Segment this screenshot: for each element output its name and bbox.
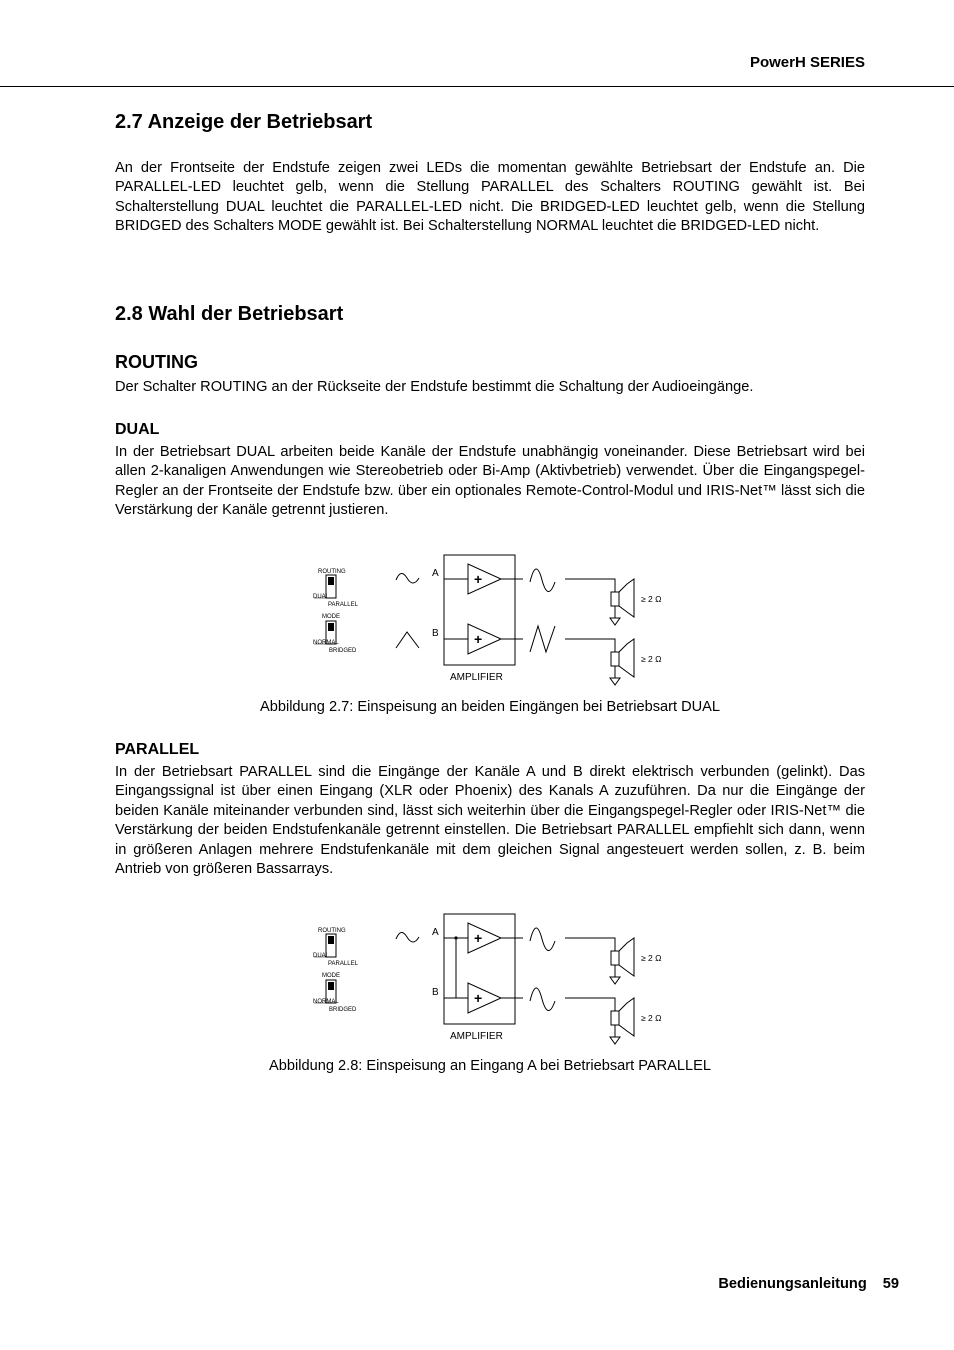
routing-heading: ROUTING bbox=[115, 352, 198, 372]
svg-text:+: + bbox=[474, 990, 483, 1006]
footer bbox=[718, 1276, 899, 1292]
fig2-impedance-a: ≥ 2 Ω bbox=[641, 953, 662, 963]
fig2-label-dual: DUAL bbox=[313, 953, 330, 959]
fig1-label-normal: NORMAL bbox=[313, 640, 339, 646]
fig1-triangle-input-b bbox=[396, 632, 419, 648]
fig2-label-a: A bbox=[432, 927, 439, 938]
footer-label: Bedienungsanleitung bbox=[718, 1276, 867, 1292]
fig1-label-mode: MODE bbox=[322, 614, 340, 620]
parallel-text: In der Betriebsart PARALLEL sind die Eingänge der Kanäle A und B direkt elektrisch verbunden (gelinkt). Das Eingangssignal ist über einen Eingang (XLR oder Phoenix) des Kanals A zuzuführen. Da nur die Eingänge der beiden Kanäle miteinander verbunden sind, lässt sich weiterhin über die Eingangspegel-Regler oder IRIS-Net™ die Verstärkung der beiden Endstufenkanäle getrennt einstellen. Die Betriebsart PARALLEL empfiehlt sich dann, wenn in größeren Anlagen mehrere Endstufenkanäle mit dem gleichen Signal angesteuert werden sollen, z. B. beim Antrieb von größeren Bassarrays. bbox=[115, 764, 865, 878]
fig1-triangle-output-b bbox=[530, 626, 555, 652]
figure-parallel-diagram bbox=[310, 911, 670, 1046]
svg-text:+: + bbox=[474, 571, 483, 587]
fig2-label-routing: ROUTING bbox=[318, 928, 346, 934]
fig1-label-routing: ROUTING bbox=[318, 569, 346, 575]
fig2-impedance-b: ≥ 2 Ω bbox=[641, 1013, 662, 1023]
fig2-label-mode: MODE bbox=[322, 973, 340, 979]
fig2-label-normal: NORMAL bbox=[313, 999, 339, 1005]
svg-text:+: + bbox=[474, 930, 483, 946]
figure-2-8-caption: Abbildung 2.8: Einspeisung an Eingang A bei Betriebsart PARALLEL bbox=[269, 1058, 711, 1074]
fig1-label-dual: DUAL bbox=[313, 594, 330, 600]
figure-2-7-caption: Abbildung 2.7: Einspeisung an beiden Eingängen bei Betriebsart DUAL bbox=[259, 699, 721, 715]
fig1-speaker-a bbox=[611, 592, 619, 606]
fig1-label-a: A bbox=[432, 568, 439, 579]
fig2-sine-input-a bbox=[396, 932, 419, 942]
dual-text: In der Betriebsart DUAL arbeiten beide Kanäle der Endstufe unabhängig voneinander. Diese Betriebsart wird bei allen 2-kanaligen Anwendungen wie Stereobetrieb oder Bi-Amp (Aktivbetrieb) verwendet. Über die Eingangspegel-Regler an der Frontseite der Endstufe bzw. über ein optionales Remote-Control-Modul und IRIS-Net™ lässt sich die Verstärkung der Kanäle getrennt justieren. bbox=[115, 444, 865, 519]
fig2-amp-triangle-b bbox=[468, 983, 501, 1013]
svg-text:+: + bbox=[474, 631, 483, 647]
fig2-sine-output-b bbox=[530, 988, 555, 1011]
fig1-label-amplifier: AMPLIFIER bbox=[450, 672, 503, 683]
section-2-8-title: 2.8 Wahl der Betriebsart bbox=[115, 303, 344, 325]
fig2-speaker-b bbox=[611, 1011, 619, 1025]
routing-text: Der Schalter ROUTING an der Rückseite der Endstufe bestimmt die Schaltung der Audioeingänge. bbox=[115, 379, 754, 395]
header-series: PowerH SERIES bbox=[749, 54, 865, 71]
parallel-heading: PARALLEL bbox=[115, 741, 200, 758]
figure-dual-diagram bbox=[310, 552, 670, 687]
fig2-label-bridged: BRIDGED bbox=[329, 1007, 357, 1013]
fig1-impedance-b: ≥ 2 Ω bbox=[641, 654, 662, 664]
page-number: 59 bbox=[882, 1276, 899, 1292]
header-rule bbox=[0, 86, 954, 87]
fig2-amp-triangle-a bbox=[468, 923, 501, 953]
fig1-amp-triangle-b bbox=[468, 624, 501, 654]
fig1-label-parallel: PARALLEL bbox=[328, 602, 358, 608]
fig1-label-bridged: BRIDGED bbox=[329, 648, 357, 654]
fig2-sine-output-a bbox=[530, 928, 555, 951]
section-2-7-title: 2.7 Anzeige der Betriebsart bbox=[115, 111, 373, 133]
fig1-amp-triangle-a bbox=[468, 564, 501, 594]
fig2-label-amplifier: AMPLIFIER bbox=[450, 1031, 503, 1042]
fig1-sine-output-a bbox=[530, 569, 555, 592]
fig1-label-b: B bbox=[432, 628, 439, 639]
fig2-speaker-a bbox=[611, 951, 619, 965]
fig1-speaker-b bbox=[611, 652, 619, 666]
dual-heading: DUAL bbox=[115, 421, 160, 438]
fig2-label-b: B bbox=[432, 987, 439, 998]
fig1-impedance-a: ≥ 2 Ω bbox=[641, 594, 662, 604]
section-2-7-text: An der Frontseite der Endstufe zeigen zwei LEDs die momentan gewählte Betriebsart der Endstufe an. Die PARALLEL-LED leuchtet gelb, wenn die Stellung PARALLEL des Schalters ROUTING gewählt ist. Bei Schalterstellung DUAL leuchtet die PARALLEL-LED nicht. Die BRIDGED-LED leuchtet gelb, wenn die Stellung BRIDGED des Schalters MODE gewählt ist. Bei Schalterstellung NORMAL leuchtet die BRIDGED-LED nicht. bbox=[115, 160, 865, 235]
fig2-label-parallel: PARALLEL bbox=[328, 961, 358, 967]
fig1-sine-input-a bbox=[396, 573, 419, 583]
